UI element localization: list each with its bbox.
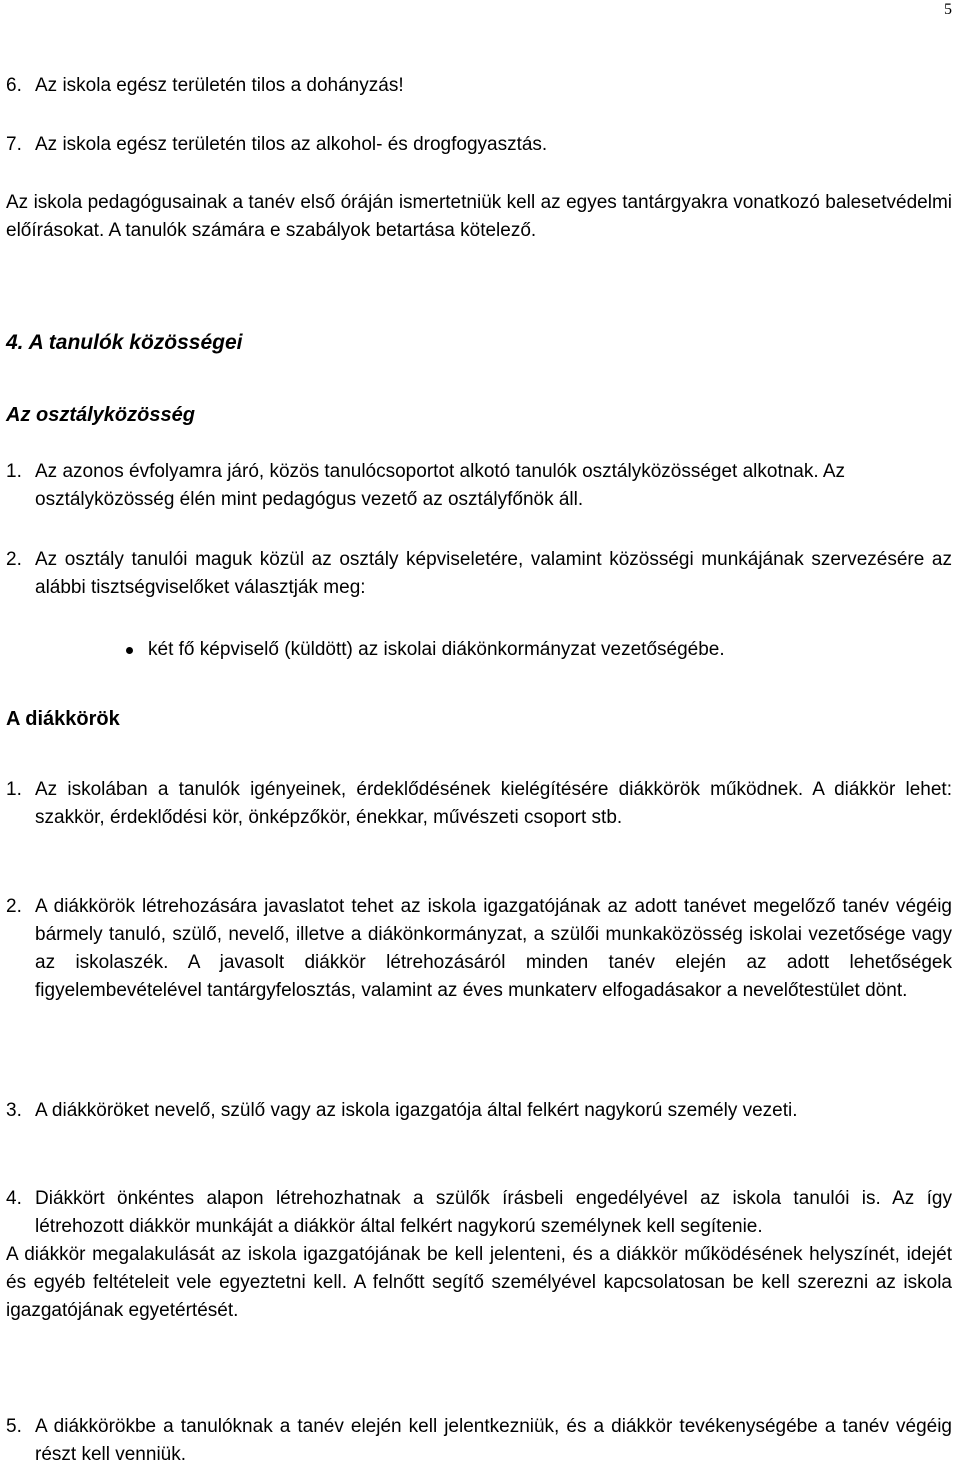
student-circles-item-4 bbox=[6, 1185, 952, 1325]
student-circles-item-3 bbox=[6, 1097, 952, 1125]
rule-text: Az iskola egész területén tilos a dohányzás! bbox=[35, 75, 404, 96]
student-circles-item-2 bbox=[6, 893, 952, 1005]
rule-item-7 bbox=[6, 131, 952, 159]
rule-item-6 bbox=[6, 72, 952, 100]
rule-number: 7. bbox=[6, 134, 22, 155]
item-number: 1. bbox=[6, 461, 22, 482]
item-text: A diákkörök létrehozására javaslatot tehet az iskola igazgatójának az adott tanévet megelőző tanév végéig bármely tanuló, szülő, nevelő, illetve a diákönkormányzat, a szülői munkaközösség iskolai vezetősége vagy az iskolaszék. A javasolt diákkör létrehozásáról minden tanév elején az adott lehetőségek figyelembevételével tantárgyfelosztás, valamint az éves munkaterv elfogadásakor a nevelőtestület dönt. bbox=[35, 896, 952, 1001]
item-text: A diákköröket nevelő, szülő vagy az iskola igazgatója által felkért nagykorú személy vezeti. bbox=[35, 1100, 798, 1121]
item-text: Diákkört önkéntes alapon létrehozhatnak a szülők írásbeli engedélyével az iskola tanulói is. Az így létrehozott diákkör munkáját a diákkör által felkért nagykorú személynek kell segítenie. bbox=[35, 1188, 952, 1237]
item-text: Az azonos évfolyamra járó, közös tanulócsoportot alkotó tanulók osztályközösséget alkotnak. Az osztályközösség élén mint pedagógus vezető az osztályfőnök áll. bbox=[35, 461, 846, 510]
student-circles-item-5 bbox=[6, 1413, 952, 1469]
item-number: 5. bbox=[6, 1416, 22, 1437]
rule-text: Az iskola egész területén tilos az alkohol- és drogfogyasztás. bbox=[35, 134, 548, 155]
student-circles-item-1 bbox=[6, 776, 952, 832]
item-text: A diákkörökbe a tanulóknak a tanév elején kell jelentkezniük, és a diákkör tevékenységébe a tanév végéig részt kell venniük. bbox=[35, 1416, 952, 1465]
item-text: Az osztály tanulói maguk közül az osztály képviseletére, valamint közösségi munkájának szervezésére az alábbi tisztségviselőket választják meg: bbox=[35, 549, 952, 598]
bullet-icon bbox=[126, 647, 133, 654]
item-text: Az iskolában a tanulók igényeinek, érdeklődésének kielégítésére diákkörök működnek. A diákkör lehet: szakkör, érdeklődési kör, önképzőkör, énekkar, művészeti csoport stb. bbox=[35, 779, 952, 828]
item-number: 3. bbox=[6, 1100, 22, 1121]
class-community-heading: Az osztályközösség bbox=[6, 404, 195, 426]
safety-paragraph: Az iskola pedagógusainak a tanév első óráján ismertetniük kell az egyes tantárgyakra vonatkozó balesetvédelmi előírásokat. A tanulók számára e szabályok betartása kötelező. bbox=[6, 192, 952, 241]
class-community-item-2 bbox=[6, 546, 952, 602]
section-title: 4. A tanulók közösségei bbox=[6, 331, 243, 354]
page-number: 5 bbox=[944, 1, 952, 18]
student-circles-heading: A diákkörök bbox=[6, 708, 120, 730]
class-community-item-1 bbox=[6, 458, 952, 514]
item-number: 2. bbox=[6, 896, 22, 917]
bullet-text: két fő képviselő (küldött) az iskolai diákönkormányzat vezetőségébe. bbox=[148, 639, 725, 660]
bullet-item bbox=[0, 636, 960, 664]
rule-number: 6. bbox=[6, 75, 22, 96]
item-number: 1. bbox=[6, 779, 22, 800]
item-number: 4. bbox=[6, 1188, 22, 1209]
item-number: 2. bbox=[6, 549, 22, 570]
item-text-continued: A diákkör megalakulását az iskola igazgatójának be kell jelenteni, és a diákkör működésének helyszínét, idejét és egyéb feltételeit vele egyeztetni kell. A felnőtt segítő személyével kapcsolatosan be kell szerezni az iskola igazgatójának egyetértését. bbox=[6, 1244, 952, 1321]
